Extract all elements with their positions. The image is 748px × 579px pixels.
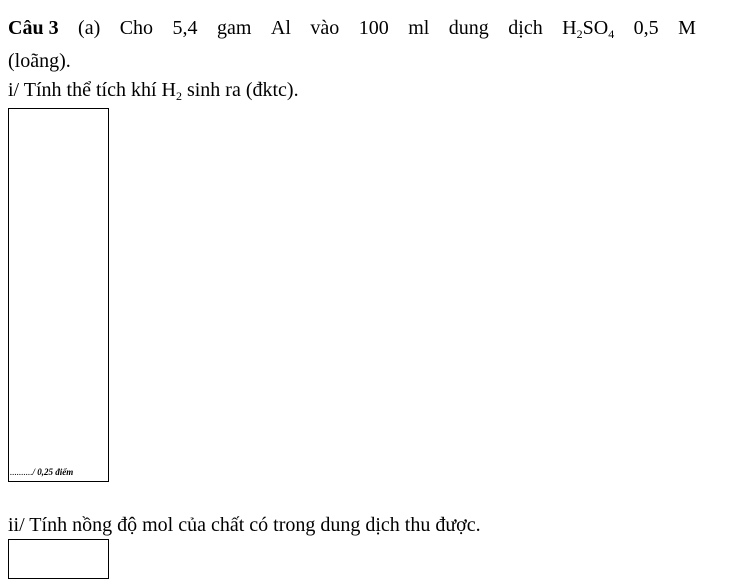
word: vào <box>310 17 340 39</box>
question-line-2: (loãng). <box>8 50 71 72</box>
word: ml <box>408 17 430 39</box>
word: 0,5 <box>633 17 659 39</box>
word: M <box>678 17 696 39</box>
question-line-1 <box>8 16 696 40</box>
question-label: Câu 3 <box>8 17 59 39</box>
word: dịch <box>508 17 543 39</box>
word: 5,4 <box>172 17 198 39</box>
part-2-prompt: ii/ Tính nồng độ mol của chất có trong dung dịch thu được. <box>8 514 481 536</box>
score-label: ........../ 0,25 điểm <box>10 467 74 477</box>
part-1-prompt: i/ Tính thể tích khí $H_2$ sinh ra (đktc). <box>8 79 299 103</box>
word: dung <box>448 17 489 39</box>
acid-formula: $H_2SO_4$ <box>562 17 615 41</box>
answer-box-part-1[interactable] <box>8 108 109 482</box>
word: Cho <box>119 17 154 39</box>
answer-box-part-2[interactable] <box>8 539 109 579</box>
word: 100 <box>358 17 389 39</box>
part-marker: (a) <box>78 17 101 39</box>
word: Al <box>270 17 291 39</box>
word: gam <box>217 17 252 39</box>
